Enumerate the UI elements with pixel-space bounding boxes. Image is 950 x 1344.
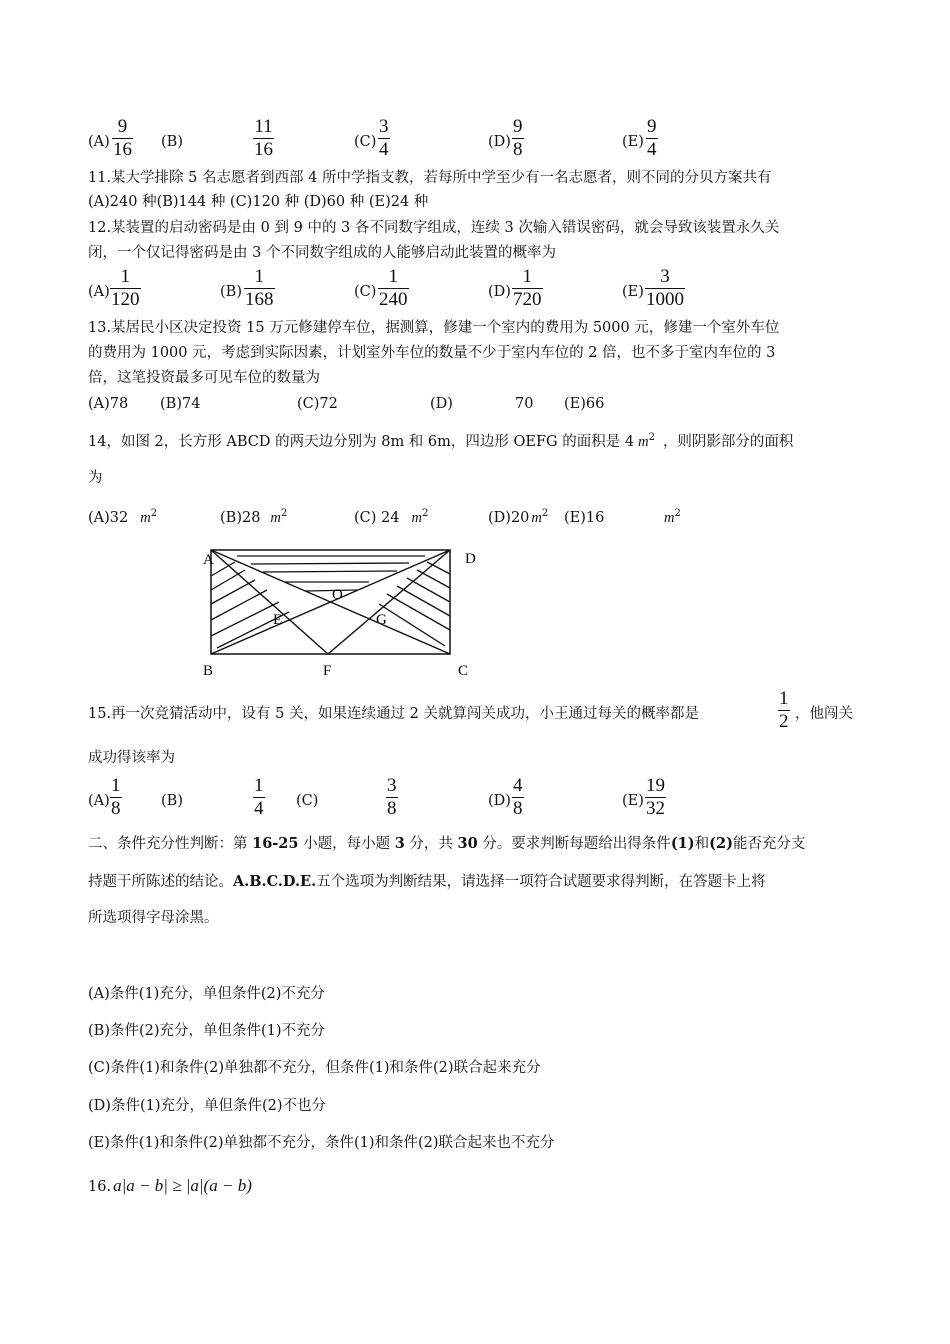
option-d-value: 70 (515, 396, 534, 412)
section-2-intro-cont: 持题干所陈述的结论。A.B.C.D.E.五个选项为判断结果，请选择一项符合试题要求得判断，在答题卡上将 (88, 873, 766, 890)
label-c: C (458, 663, 469, 679)
option-label: (B) (161, 134, 183, 150)
option-b: (B)74 (160, 396, 201, 412)
fraction: 1 4 (254, 775, 264, 819)
option-b: (B)28 $m^2$ (220, 508, 288, 526)
rectangle-figure (195, 542, 495, 687)
fraction: 1 720 (513, 266, 542, 310)
question-13-stem-cont: 倍，这笔投资最多可见车位的数量为 (88, 370, 320, 386)
question-14-stem: 14，如图 2，长方形 ABCD 的两天边分别为 8m 和 6m，四边形 OEFG 的面积是 4 $m^2$ ，则阴影部分的面积 (88, 432, 794, 450)
option-label: (D) (488, 284, 511, 300)
option-e-unit: $m^2$ (664, 508, 681, 526)
option-label: (E) (622, 284, 644, 300)
label-b: B (203, 663, 214, 679)
fraction: 19 32 (646, 775, 665, 819)
fraction: 1 8 (111, 775, 121, 819)
option-label: (C) (354, 284, 377, 300)
choice-c: (C)条件(1)和条件(2)单独都不充分，但条件(1)和条件(2)联合起来充分 (88, 1060, 541, 1076)
fraction: 9 16 (113, 116, 132, 160)
label-d: D (465, 551, 476, 567)
fraction: 3 1000 (646, 266, 684, 310)
option-label: (D) (488, 134, 511, 150)
question-11-stem: 11.某大学排除 5 名志愿者到西部 4 所中学指支教，若每所中学至少有一名志愿者，则不同的分贝方案共有 (88, 170, 772, 186)
choice-d: (D)条件(1)充分，单但条件(2)不也分 (88, 1098, 327, 1114)
option-label: (A) (88, 793, 110, 809)
fraction: 9 8 (513, 116, 523, 160)
option-e: (E)66 (564, 396, 605, 412)
option-label: (E) (622, 793, 644, 809)
left-hatch (211, 562, 289, 648)
option-d: (D)20 $m^2$ (488, 508, 549, 526)
question-11-options: (A)240 种(B)144 种 (C)120 种 (D)60 种 (E)24 种 (88, 194, 429, 210)
choice-a: (A)条件(1)充分，单但条件(2)不充分 (88, 986, 325, 1002)
option-a: (A)78 (88, 396, 129, 412)
option-label: (A) (88, 134, 110, 150)
line-df (328, 550, 450, 654)
option-d-label: (D) (430, 396, 453, 412)
option-label: (A) (88, 284, 110, 300)
question-14-stem-cont: 为 (88, 470, 103, 486)
option-label: (C) (296, 793, 319, 809)
question-16: 16. a|a − b| ≥ |a|(a − b) (88, 1176, 252, 1195)
right-hatch (379, 562, 450, 646)
fraction: 1 168 (245, 266, 274, 310)
question-13-stem-cont: 的费用为 1000 元，考虑到实际因素，计划室外车位的数量不少于室内车位的 2 倍，也不多于室内车位的 3 (88, 345, 776, 361)
option-label: (D) (488, 793, 511, 809)
fraction-half: 1 2 (779, 688, 789, 732)
question-13-stem: 13.某居民小区决定投资 15 万元修建停车位，据测算，修建一个室内的费用为 5000 元，修建一个室外车位 (88, 320, 780, 336)
fraction: 9 4 (647, 116, 657, 160)
label-e: E (273, 612, 283, 628)
option-label: (B) (161, 793, 183, 809)
choice-b: (B)条件(2)充分，单但条件(1)不充分 (88, 1023, 326, 1039)
label-a: A (203, 552, 214, 568)
option-c: (C)72 (297, 396, 338, 412)
question-15-stem-tail: ，他闯关 (795, 706, 853, 722)
option-a: (A)32 $m^2$ (88, 508, 158, 526)
option-label: (E) (622, 134, 644, 150)
fraction: 4 8 (513, 775, 523, 819)
section-2-intro: 二、条件充分性判断：第 16-25 小题，每小题 3 分，共 30 分。要求判断每题给出得条件(1)和(2)能否充分支 (88, 835, 806, 852)
question-12-stem: 12.某装置的启动密码是由 0 到 9 中的 3 各不同数字组成，连续 3 次输入错误密码，就会导致该装置永久关 (88, 220, 780, 236)
fraction: 1 240 (379, 266, 408, 310)
fraction: 3 8 (387, 775, 397, 819)
option-label: (C) (354, 134, 377, 150)
question-15-stem-cont: 成功得该率为 (88, 750, 175, 766)
question-15-stem: 15.再一次竞猜活动中，设有 5 关，如果连续通过 2 关就算闯关成功，小王通过每关的概率都是 (88, 706, 699, 722)
fraction: 3 4 (379, 116, 389, 160)
label-f: F (323, 663, 332, 679)
fraction: 1 120 (111, 266, 140, 310)
section-2-intro-cont: 所选项得字母涂黑。 (88, 910, 219, 926)
option-label: (B) (220, 284, 242, 300)
label-g: G (376, 612, 387, 628)
question-12-stem-cont: 闭，一个仅记得密码是由 3 个不同数字组成的人能够启动此装置的概率为 (88, 245, 556, 261)
fraction: 11 16 (254, 116, 273, 160)
label-o: O (332, 587, 343, 603)
option-e: (E)16 (564, 510, 605, 526)
choice-e: (E)条件(1)和条件(2)单独都不充分，条件(1)和条件(2)联合起来也不充分 (88, 1135, 555, 1151)
option-c: (C) 24 $m^2$ (354, 508, 429, 526)
